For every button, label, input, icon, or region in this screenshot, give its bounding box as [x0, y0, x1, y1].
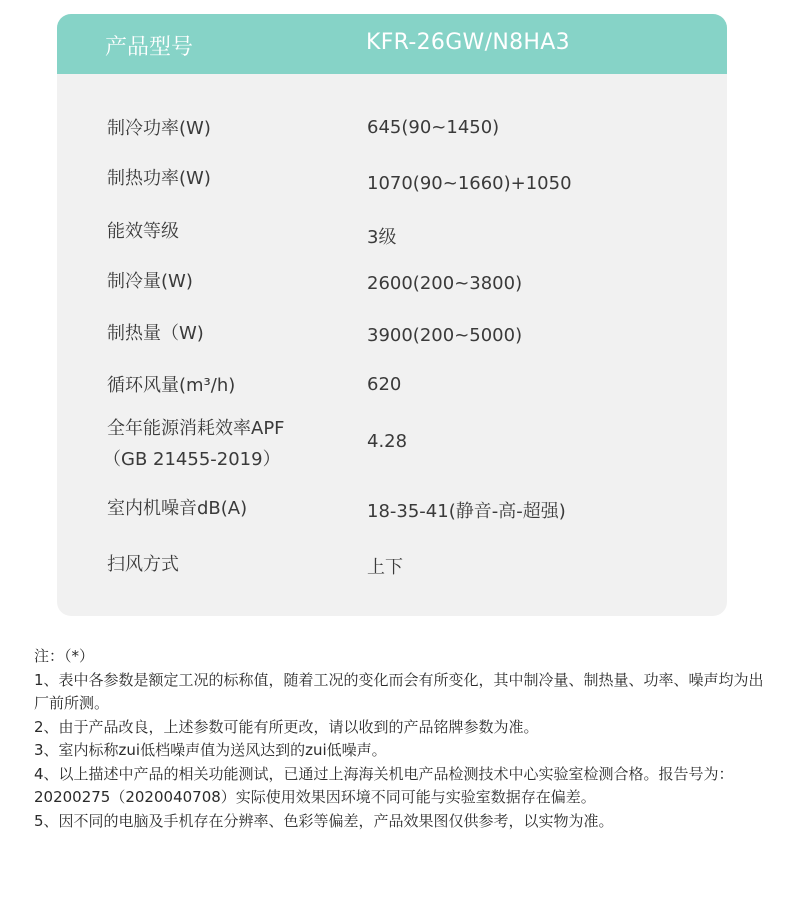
spec-table — [57, 14, 727, 616]
spec-value: 3900(200~5000) — [367, 325, 523, 346]
spec-value: 2600(200~3800) — [367, 273, 523, 294]
spec-label: 扫风方式 — [107, 554, 179, 575]
note-item: 1、表中各参数是额定工况的标称值，随着工况的变化而会有所变化，其中制冷量、制热量、功率、噪声均为出厂前所测。 — [34, 670, 764, 712]
spec-label: 室内机噪音dB(A) — [107, 498, 248, 519]
spec-value: 1070(90~1660)+1050 — [367, 173, 572, 194]
spec-value: 620 — [367, 374, 402, 395]
spec-value: 645(90~1450) — [367, 117, 500, 138]
spec-label: 循环风量(m³/h) — [107, 375, 236, 396]
note-item: 2、由于产品改良，上述参数可能有所更改，请以收到的产品铭牌参数为准。 — [34, 717, 539, 736]
spec-value: 18-35-41(静音-高-超强) — [367, 501, 566, 522]
notes-title: 注：（*） — [34, 647, 95, 665]
model-value: KFR-26GW/N8HA3 — [366, 30, 570, 55]
spec-table-header — [57, 14, 727, 74]
spec-label: 制热量（W) — [107, 323, 204, 344]
spec-value: 上下 — [367, 557, 403, 578]
notes-section — [34, 645, 769, 833]
spec-label: 制冷功率(W) — [107, 118, 211, 139]
spec-label-line2: （GB 21455-2019） — [103, 449, 281, 470]
spec-label-line1: 全年能源消耗效率APF — [107, 418, 285, 439]
model-label: 产品型号 — [105, 35, 194, 60]
spec-value: 4.28 — [367, 431, 408, 452]
spec-label: 制冷量(W) — [107, 271, 193, 292]
note-item: 4、以上描述中产品的相关功能测试，已通过上海海关机电产品检测技术中心实验室检测合格。报告号为：20200275（2020040708）实际使用效果因环境不同可能与实验室数据存在偏差。 — [34, 764, 734, 806]
spec-value: 3级 — [367, 227, 397, 248]
spec-label: 能效等级 — [107, 221, 179, 242]
note-item: 5、因不同的电脑及手机存在分辨率、色彩等偏差，产品效果图仅供参考，以实物为准。 — [34, 811, 614, 830]
note-item: 3、室内标称zui低档噪声值为送风达到的zui低噪声。 — [34, 741, 387, 759]
spec-label: 制热功率(W) — [107, 168, 211, 189]
